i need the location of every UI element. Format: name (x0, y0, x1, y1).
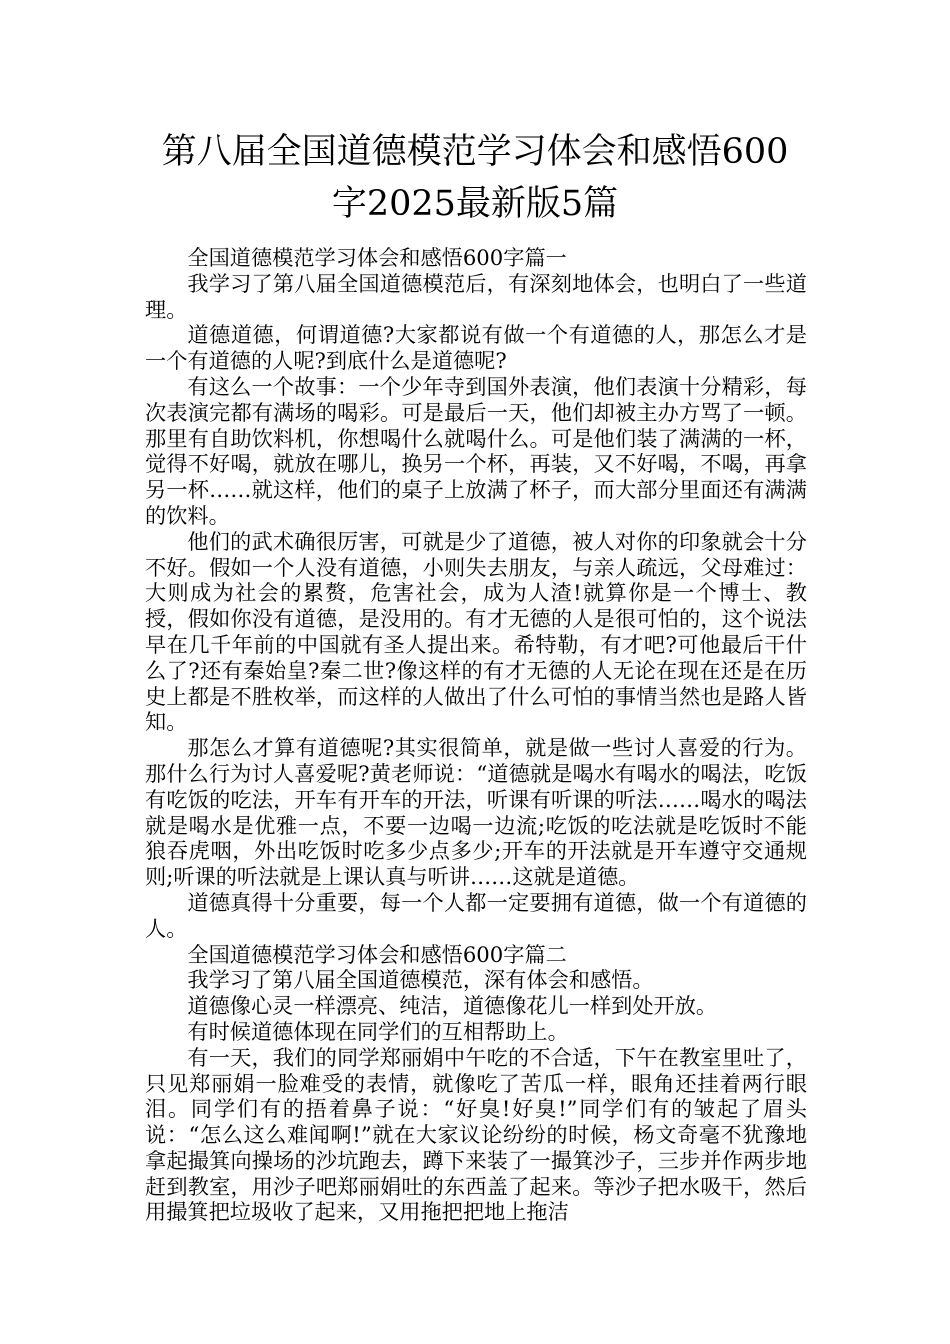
paragraph: 我学习了第八届全国道德模范后，有深刻地体会，也明白了一些道理。 (145, 270, 807, 322)
paragraph: 我学习了第八届全国道德模范，深有体会和感悟。 (187, 967, 654, 993)
paragraph: 有一天，我们的同学郑丽娟中午吃的不合适，下午在教室里吐了，只见郑丽娟一脸难受的表情，就像吃了苦瓜一样，眼角还挂着两行眼泪。同学们有的捂着鼻子说：“好臭!好臭!”同学们有的皱起了眉头说：“怎么这么难闻啊!”就在大家议论纷纷的时候，杨文奇毫不犹豫地拿起撮箕向操场的沙坑跑去，蹲下来装了一撮箕沙子，三步并作两步地赶到教室，用沙子吧郑丽娟吐的东西盖了起来。等沙子把水吸干，然后用撮箕把垃圾收了起来，又用拖把把地上拖洁 (145, 1044, 807, 1225)
section-heading-2: 全国道德模范学习体会和感悟600字篇二 (187, 941, 567, 967)
paragraph: 有这么一个故事：一个少年寺到国外表演，他们表演十分精彩，每次表演完都有满场的喝彩。可是最后一天，他们却被主办方骂了一顿。那里有自助饮料机，你想喝什么就喝什么。可是他们装了满满的一杯，觉得不好喝，就放在哪儿，换另一个杯，再装，又不好喝，不喝，再拿另一杯……就这样，他们的桌子上放满了杯子，而大部分里面还有满满的饮料。 (145, 373, 807, 528)
paragraph: 他们的武术确很厉害，可就是少了道德，被人对你的印象就会十分不好。假如一个人没有道德，小则失去朋友，与亲人疏远，父母难过：大则成为社会的累赘，危害社会，成为人渣!就算你是一个博士、教授，假如你没有道德，是没用的。有才无德的人是很可怕的，这个说法早在几千年前的中国就有圣人提出来。希特勒，有才吧?可他最后干什么了?还有秦始皇?秦二世?像这样的有才无德的人无论在现在还是在历史上都是不胜枚举，而这样的人做出了什么可怕的事情当然也是路人皆知。 (145, 528, 807, 735)
paragraph: 道德像心灵一样漂亮、纯洁，道德像花儿一样到处开放。 (187, 993, 718, 1019)
paragraph: 那怎么才算有道德呢?其实很简单，就是做一些讨人喜爱的行为。那什么行为讨人喜爱呢?黄老师说：“道德就是喝水有喝水的喝法，吃饭有吃饭的吃法，开车有开车的开法，听课有听课的听法……喝水的喝法就是喝水是优雅一点，不要一边喝一边流;吃饭的吃法就是吃饭时不能狼吞虎咽，外出吃饭时吃多少点多少;开车的开法就是开车遵守交通规则;听课的听法就是上课认真与听讲……这就是道德。 (145, 735, 807, 890)
paragraph: 道德道德，何谓道德?大家都说有做一个有道德的人，那怎么才是一个有道德的人呢?到底什么是道德呢? (145, 322, 807, 374)
paragraph: 有时候道德体现在同学们的互相帮助上。 (187, 1018, 569, 1044)
title-line-2: 字2025最新版5篇 (331, 184, 619, 224)
title-line-1: 第八届全国道德模范学习体会和感悟600 (161, 132, 789, 172)
document-title (100, 126, 850, 230)
section-heading-1: 全国道德模范学习体会和感悟600字篇一 (187, 245, 567, 270)
document-body (145, 245, 807, 1225)
paragraph: 道德真得十分重要，每一个人都一定要拥有道德，做一个有道德的人。 (145, 889, 807, 941)
